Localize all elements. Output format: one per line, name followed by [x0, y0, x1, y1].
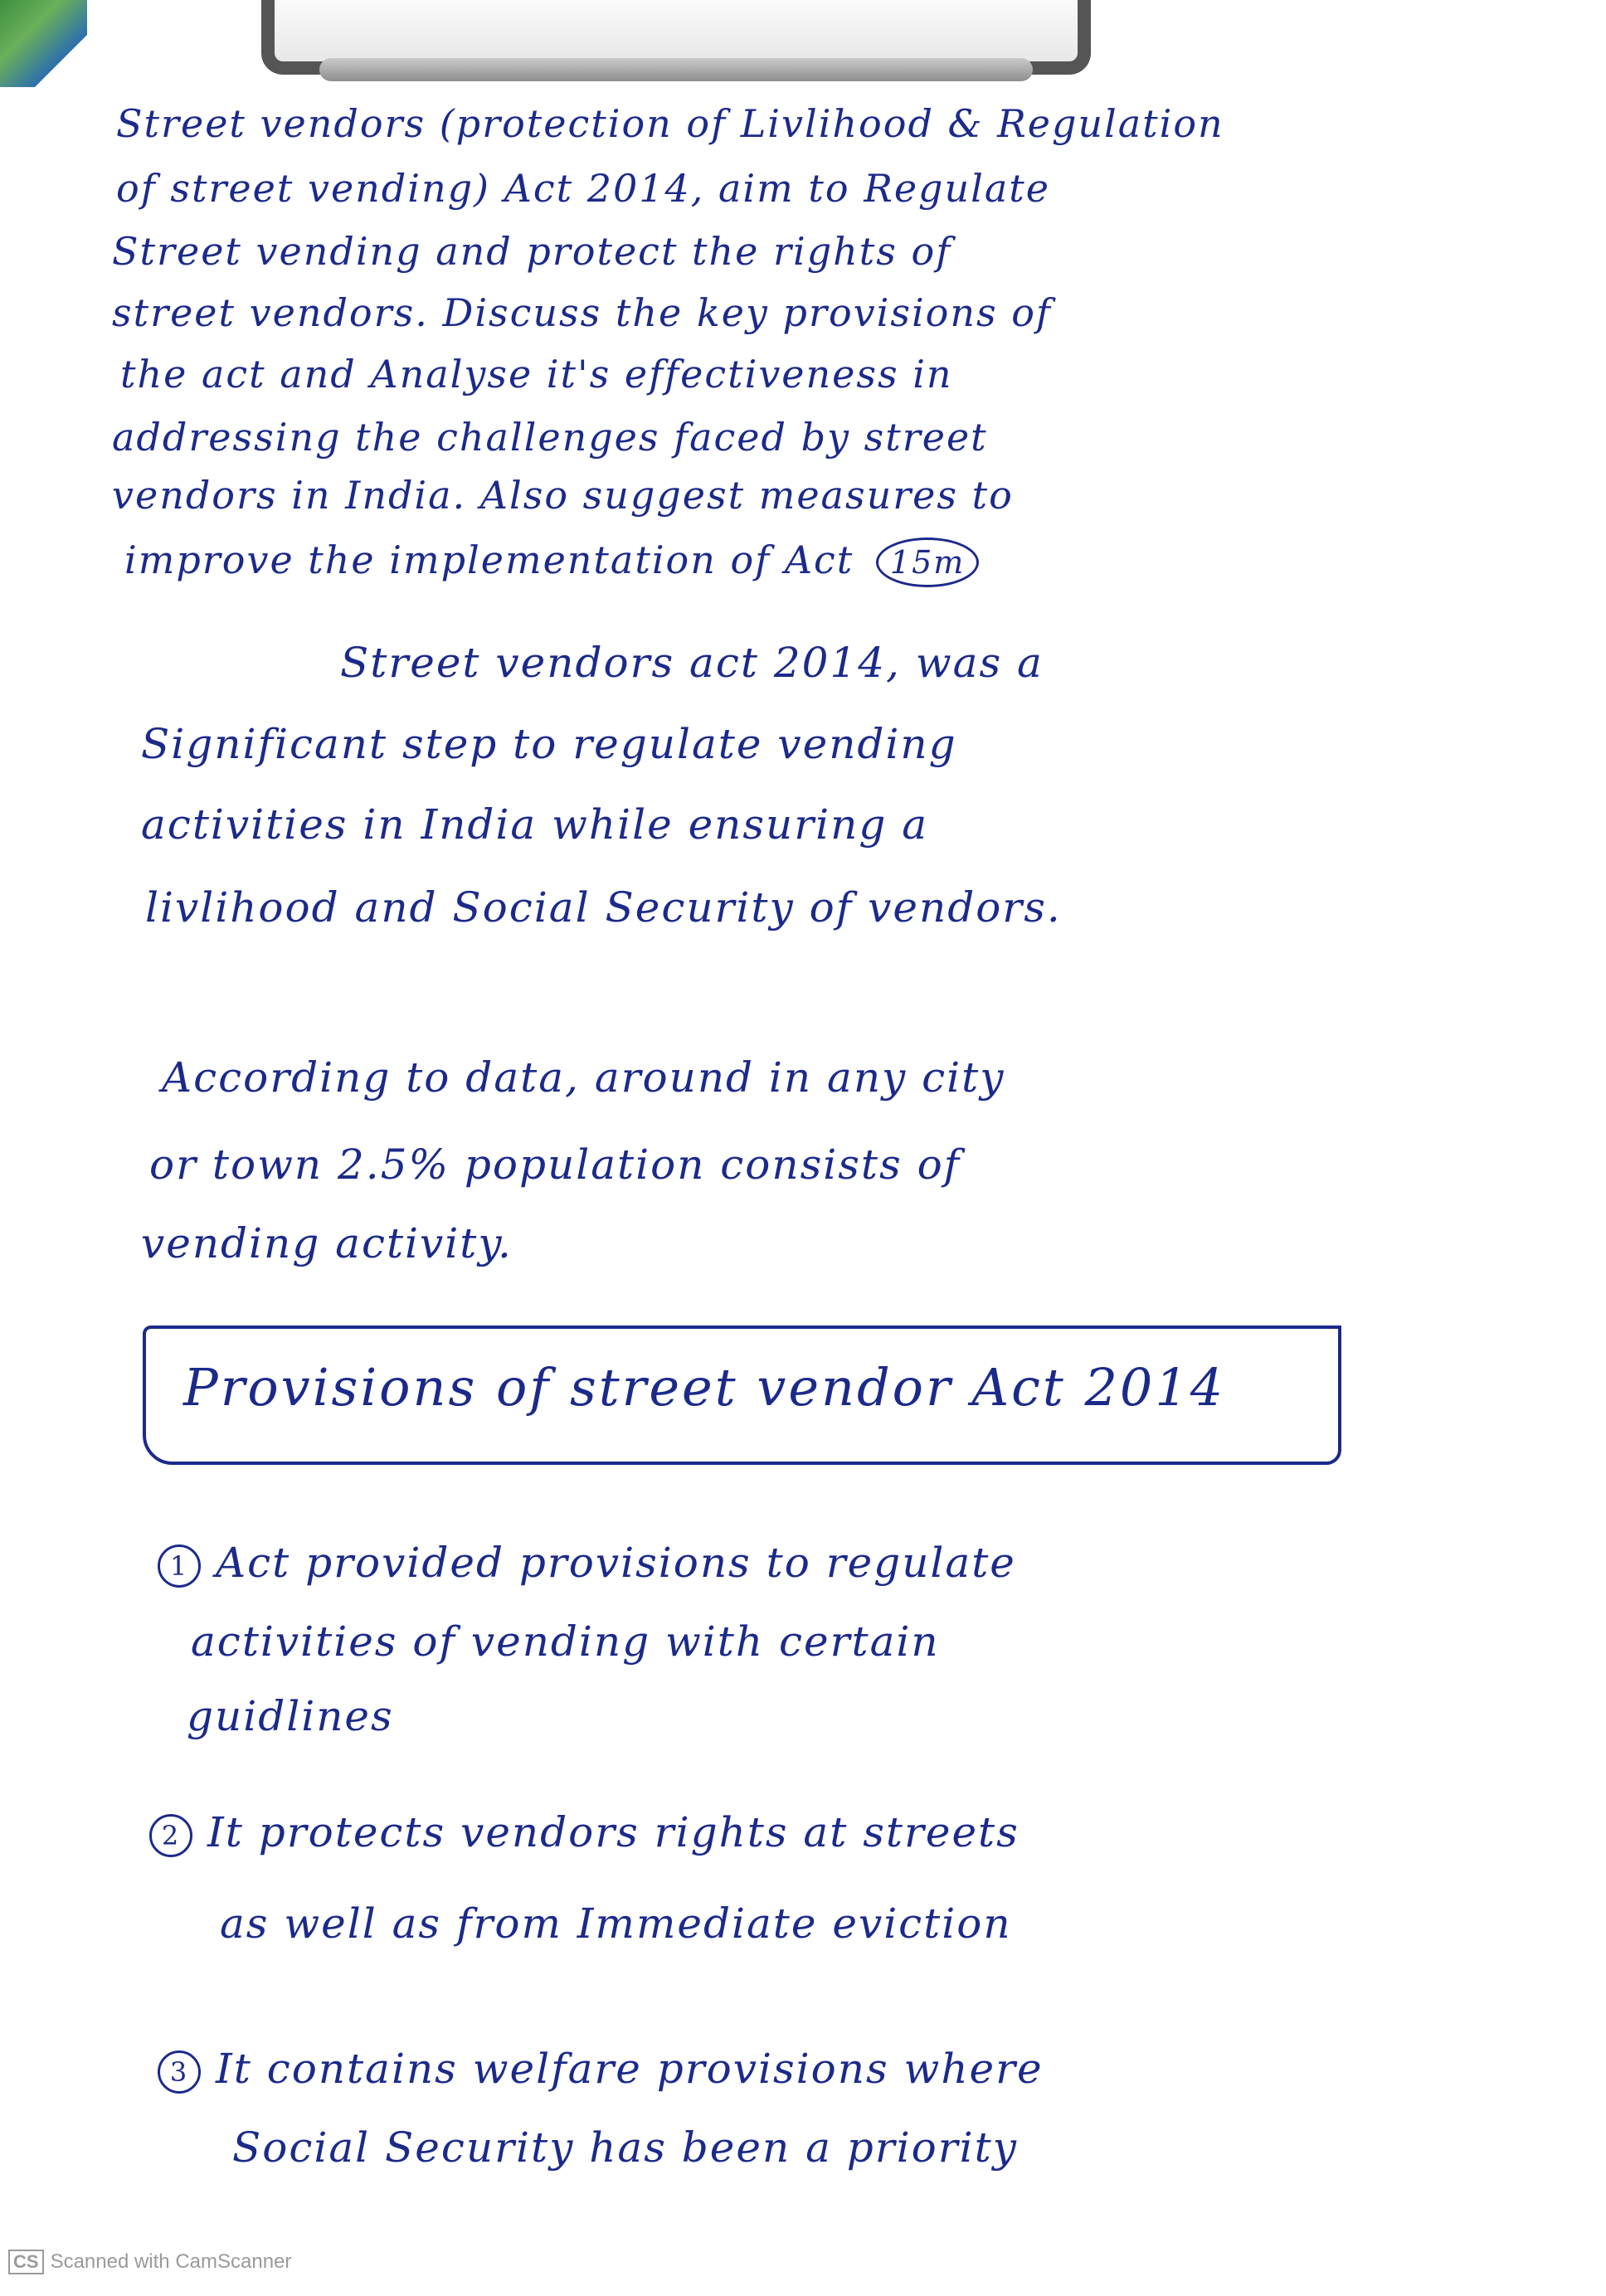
provision-number-1: 1: [158, 1544, 201, 1588]
intro-line-3: activities in India while ensuring a: [141, 800, 929, 849]
provision-1-line-2: activities of vending with certain: [191, 1617, 940, 1666]
question-line-8: [124, 538, 979, 587]
clip-bar: [319, 58, 1033, 81]
question-line-5: the act and Analyse it's effectiveness in: [120, 352, 953, 396]
intro-line-4: livlihood and Social Security of vendors.: [145, 883, 1062, 932]
provision-2-line-2: as well as from Immediate eviction: [220, 1900, 1012, 1948]
provision-number-2: 2: [149, 1814, 192, 1857]
data-line-3: vending activity.: [141, 1219, 513, 1267]
provision-1-line-1-text: Act provided provisions to regulate: [216, 1539, 1016, 1587]
question-line-3: Street vending and protect the rights of: [112, 229, 952, 274]
intro-line-1: Street vendors act 2014, was a: [340, 639, 1044, 687]
question-line-6: addressing the challenges faced by street: [112, 415, 988, 460]
question-line-7: vendors in India. Also suggest measures to: [112, 473, 1014, 518]
provision-3-line-2: Social Security has been a priority: [232, 2123, 1019, 2172]
provisions-heading: Provisions of street vendor Act 2014: [183, 1357, 1226, 1418]
camscanner-text: Scanned with CamScanner: [50, 2250, 292, 2273]
intro-line-2: Significant step to regulate vending: [141, 720, 957, 768]
camscanner-logo: CS: [8, 2250, 44, 2274]
provision-3-line-1-text: It contains welfare provisions where: [216, 2045, 1044, 2093]
question-line-8-text: improve the implementation of Act: [124, 538, 854, 582]
data-line-1: According to data, around in any city: [162, 1053, 1005, 1102]
provision-1-line-1: [158, 1539, 1016, 1588]
provision-2-line-1-text: It protects vendors rights at streets: [207, 1808, 1020, 1856]
provisions-heading-box: [143, 1326, 1341, 1465]
provision-2-line-1: [149, 1808, 1020, 1857]
question-line-4: street vendors. Discuss the key provisions of: [112, 290, 1052, 335]
camscanner-watermark: [8, 2250, 291, 2274]
provision-1-line-3: guidlines: [187, 1692, 394, 1740]
provision-number-3: 3: [158, 2050, 201, 2094]
corner-decoration: [0, 0, 87, 87]
provision-3-line-1: [158, 2045, 1044, 2094]
marks-badge: 15m: [876, 538, 979, 587]
clipboard-clip: [261, 0, 1091, 87]
question-line-1: Street vendors (protection of Livlihood & Regulation: [116, 101, 1224, 146]
data-line-2: or town 2.5% population consists of: [149, 1141, 961, 1189]
question-line-2: of street vending) Act 2014, aim to Regulate: [116, 166, 1050, 211]
